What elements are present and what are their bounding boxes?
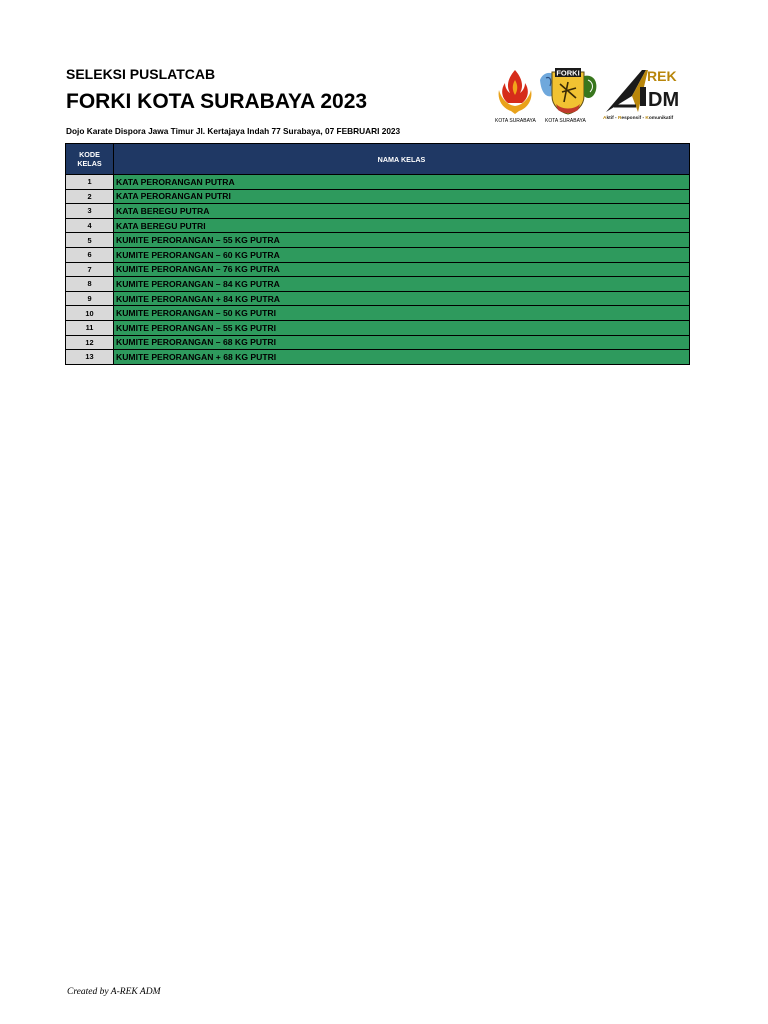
table-row (66, 291, 690, 306)
table-header-row (66, 144, 690, 175)
kode-kelas-cell: 7 (66, 262, 114, 277)
koni-surabaya-logo (494, 66, 536, 128)
table-row (66, 247, 690, 262)
class-table (65, 143, 690, 365)
header-kode-kelas (66, 144, 114, 175)
nama-kelas-cell: KUMITE PERORANGAN – 55 KG PUTRA (114, 233, 690, 248)
kode-kelas-cell: 9 (66, 291, 114, 306)
logo-group (494, 66, 694, 128)
forki-shield-icon (538, 66, 600, 116)
document-title: FORKI KOTA SURABAYA 2023 (66, 90, 368, 113)
table-row (66, 320, 690, 335)
kode-kelas-cell: 4 (66, 218, 114, 233)
kode-kelas-cell: 11 (66, 320, 114, 335)
document-subtitle: SELEKSI PUSLATCAB (66, 66, 216, 82)
venue-line: Dojo Karate Dispora Jawa Timur Jl. Kertajaya Indah 77 Surabaya, 07 FEBRUARI 2023 (66, 126, 401, 136)
forki-surabaya-logo (538, 66, 600, 128)
table-row (66, 233, 690, 248)
table-row (66, 204, 690, 219)
forki-label: FORKI (556, 68, 580, 78)
adm-label: DM (648, 89, 680, 111)
table-row (66, 350, 690, 365)
nama-kelas-cell: KUMITE PERORANGAN – 84 KG PUTRA (114, 277, 690, 292)
kode-kelas-cell: 1 (66, 175, 114, 190)
table-row (66, 306, 690, 321)
footer-credit: Created by A-REK ADM (67, 987, 161, 997)
nama-kelas-cell: KATA BEREGU PUTRI (114, 218, 690, 233)
kode-kelas-cell: 2 (66, 189, 114, 204)
nama-kelas-cell: KATA PERORANGAN PUTRI (114, 189, 690, 204)
table-row (66, 175, 690, 190)
table-body (66, 175, 690, 365)
kode-kelas-cell: 13 (66, 350, 114, 365)
nama-kelas-cell: KUMITE PERORANGAN – 60 KG PUTRA (114, 247, 690, 262)
kode-kelas-cell: 5 (66, 233, 114, 248)
forki-caption: KOTA SURABAYA (545, 118, 586, 124)
table-row (66, 262, 690, 277)
nama-kelas-cell: KUMITE PERORANGAN + 84 KG PUTRA (114, 291, 690, 306)
nama-kelas-cell: KUMITE PERORANGAN – 55 KG PUTRI (114, 320, 690, 335)
table-row (66, 277, 690, 292)
kode-kelas-cell: 3 (66, 204, 114, 219)
nama-kelas-cell: KUMITE PERORANGAN + 68 KG PUTRI (114, 350, 690, 365)
kode-kelas-cell: 6 (66, 247, 114, 262)
kode-kelas-cell: 8 (66, 277, 114, 292)
arek-tagline: Aktif - Responsif - Komunikatif (603, 116, 674, 121)
arek-adm-mark-icon (602, 66, 694, 116)
flame-emblem-icon (494, 66, 536, 116)
nama-kelas-cell: KUMITE PERORANGAN – 76 KG PUTRA (114, 262, 690, 277)
kode-kelas-cell: 12 (66, 335, 114, 350)
header-nama-kelas: NAMA KELAS (114, 144, 690, 175)
koni-caption: KOTA SURABAYA (495, 118, 536, 124)
table-row (66, 218, 690, 233)
table-row (66, 335, 690, 350)
nama-kelas-cell: KATA BEREGU PUTRA (114, 204, 690, 219)
arek-label: REK (647, 68, 677, 84)
arek-adm-logo (602, 66, 694, 128)
nama-kelas-cell: KATA PERORANGAN PUTRA (114, 175, 690, 190)
nama-kelas-cell: KUMITE PERORANGAN – 50 KG PUTRI (114, 306, 690, 321)
header-kode-label: KODE KELAS (77, 150, 102, 168)
table-row (66, 189, 690, 204)
kode-kelas-cell: 10 (66, 306, 114, 321)
nama-kelas-cell: KUMITE PERORANGAN – 68 KG PUTRI (114, 335, 690, 350)
